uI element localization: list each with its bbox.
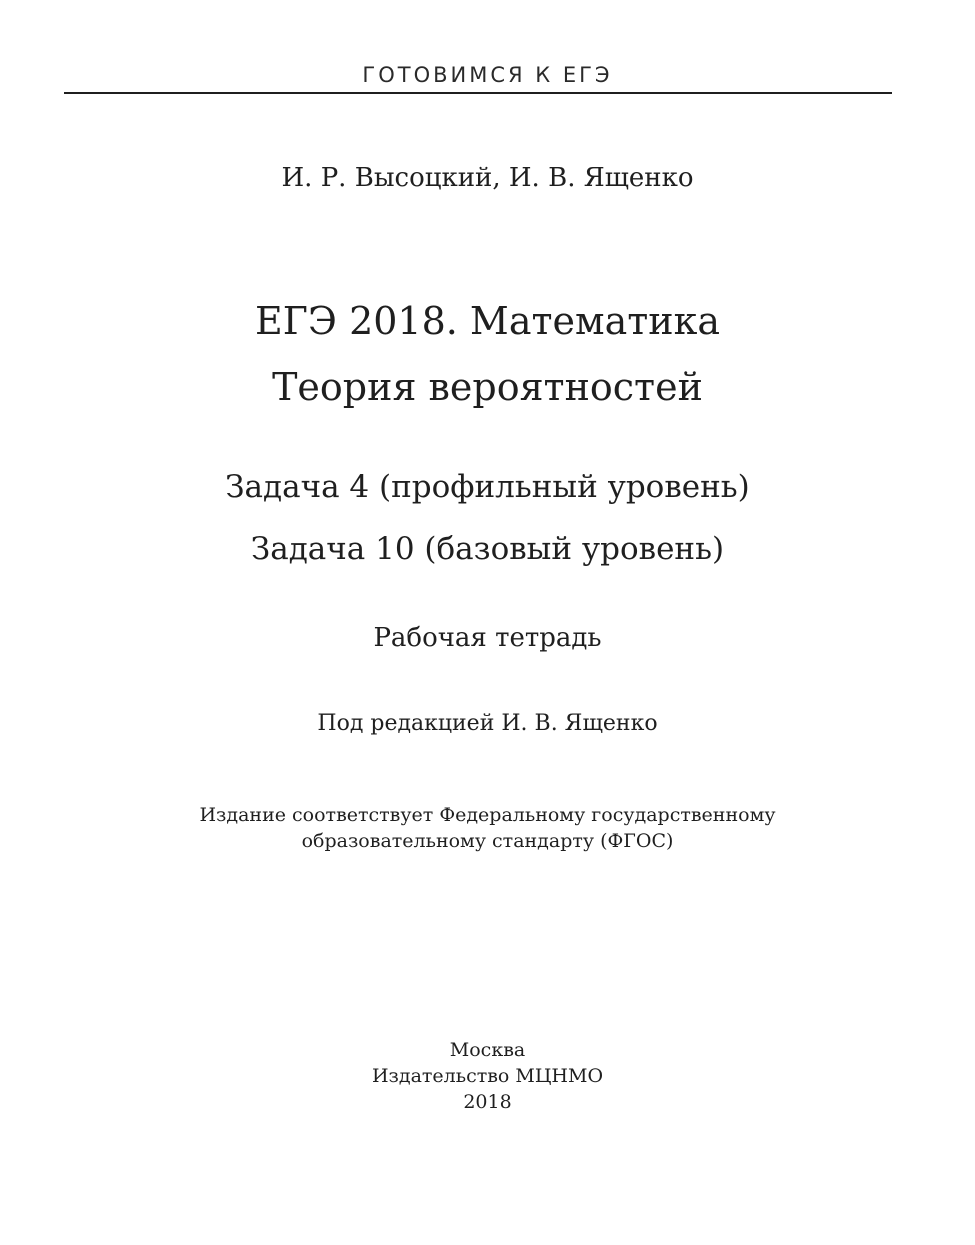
task-subtitles bbox=[0, 456, 975, 580]
book-title bbox=[0, 288, 975, 420]
imprint-publisher: Издательство МЦНМО bbox=[371, 1065, 604, 1087]
fgos-notice-line-2: образовательному стандарту (ФГОС) bbox=[301, 830, 674, 852]
editor-credit: Под редакцией И. В. Ященко bbox=[317, 711, 658, 736]
task-subtitle-2: Задача 10 (базовый уровень) bbox=[250, 531, 725, 567]
fgos-notice bbox=[0, 802, 975, 854]
book-title-line-2: Теория вероятностей bbox=[272, 365, 703, 409]
book-title-line-1: ЕГЭ 2018. Математика bbox=[255, 299, 720, 343]
header-rule bbox=[64, 92, 892, 94]
fgos-notice-line-1: Издание соответствует Федеральному государственному bbox=[199, 804, 776, 826]
imprint bbox=[0, 1037, 975, 1115]
authors: И. Р. Высоцкий, И. В. Ященко bbox=[281, 163, 694, 193]
imprint-city: Москва bbox=[449, 1039, 526, 1061]
imprint-year: 2018 bbox=[463, 1091, 512, 1113]
task-subtitle-1: Задача 4 (профильный уровень) bbox=[225, 469, 750, 505]
series-title: ГОТОВИМСЯ К ЕГЭ bbox=[362, 63, 613, 87]
workbook-label: Рабочая тетрадь bbox=[373, 623, 602, 653]
